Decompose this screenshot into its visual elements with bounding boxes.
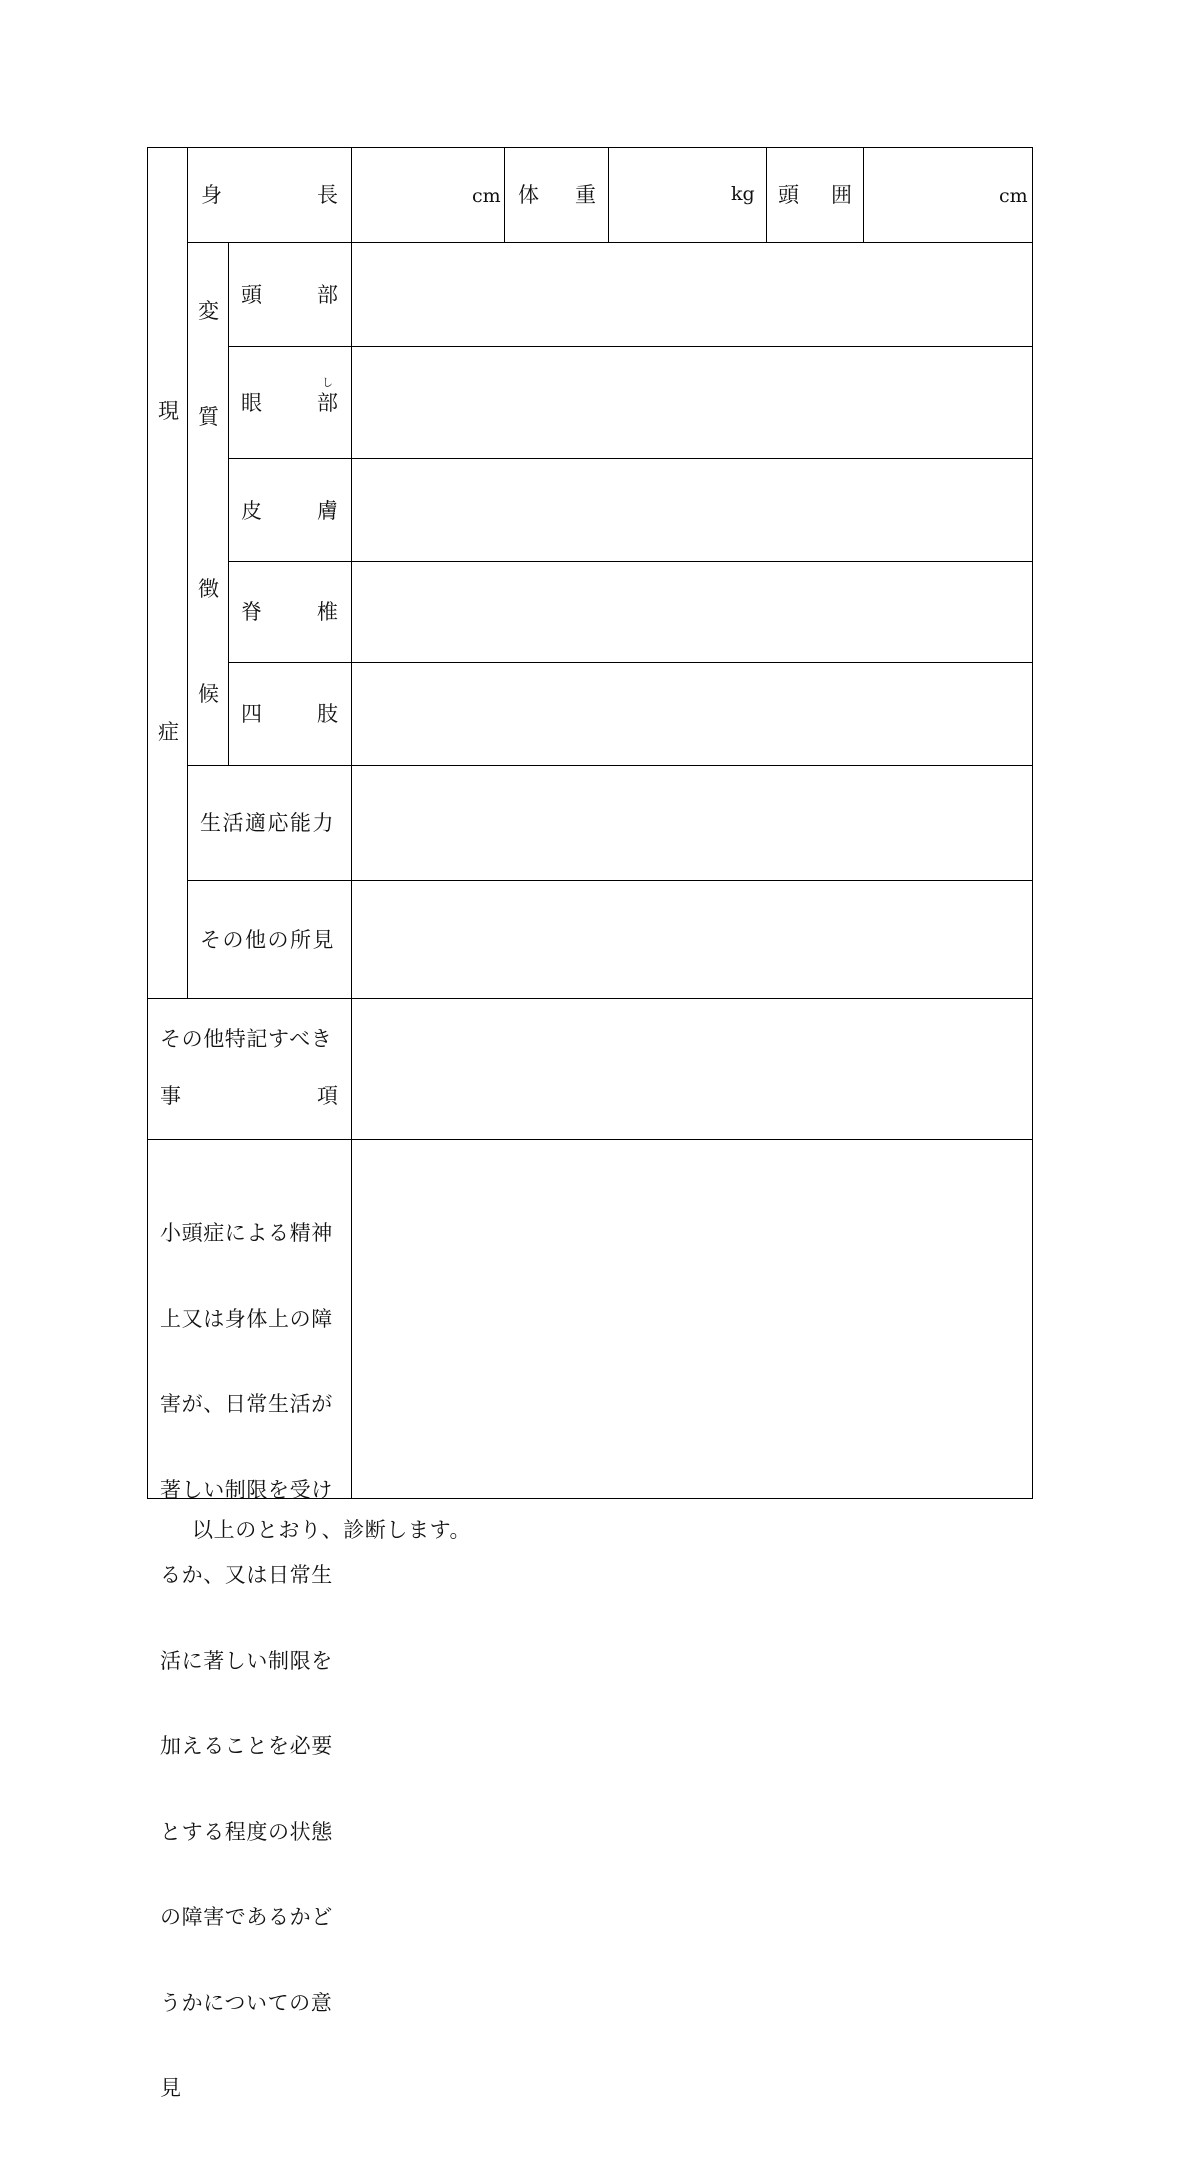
opinion-label-line: るか、又は日常生 xyxy=(160,1563,333,1587)
weight-unit: kg xyxy=(731,183,755,205)
deformity-heading-char-2: 質 xyxy=(198,405,219,429)
head-part-label-char-1: 頭 xyxy=(241,283,262,307)
head-circumference-label-char-1: 頭 xyxy=(778,183,799,207)
border-right xyxy=(1032,147,1033,1499)
height-label-char-2: 長 xyxy=(317,183,338,207)
spine-label-char-1: 脊 xyxy=(241,600,262,624)
opinion-label-line: 著しい制限を受け xyxy=(160,1477,333,1502)
eye-part-ruby: し xyxy=(322,376,333,389)
opinion-label xyxy=(160,1162,333,2160)
symptoms-heading-char-1: 現 xyxy=(158,399,179,423)
weight-label-char-1: 体 xyxy=(518,183,539,207)
rule-deformity-inner xyxy=(228,242,229,766)
opinion-label-line: とする程度の状態 xyxy=(160,1819,333,1844)
rule-head-label-left xyxy=(766,147,767,243)
rule-symptoms-inner xyxy=(187,147,188,999)
opinion-label-line: 活に著しい制限を xyxy=(160,1648,333,1673)
head-part-field[interactable] xyxy=(352,243,1032,346)
skin-label-char-2: 膚 xyxy=(317,499,338,523)
special-notes-label-char-2: 項 xyxy=(317,1084,338,1108)
deformity-heading-char-1: 変 xyxy=(198,299,219,323)
closing-statement: 以上のとおり、診断します。 xyxy=(192,1518,472,1542)
height-unit: cm xyxy=(472,185,501,207)
special-notes-label-line-1: その他特記すべき xyxy=(160,1027,333,1051)
special-notes-label-char-1: 事 xyxy=(160,1084,181,1108)
head-part-label-char-2: 部 xyxy=(317,283,338,307)
limbs-field[interactable] xyxy=(352,663,1032,765)
spine-label-char-2: 椎 xyxy=(317,600,338,624)
opinion-label-line: 害が、日常生活が xyxy=(160,1392,333,1416)
deformity-heading-char-4: 候 xyxy=(198,682,219,706)
opinion-label-line: の障害であるかど xyxy=(160,1905,333,1929)
deformity-heading-char-3: 徴 xyxy=(198,577,219,601)
daily-living-label: 生活適応能力 xyxy=(200,811,335,835)
limbs-label-char-2: 肢 xyxy=(317,702,338,726)
eye-part-field[interactable] xyxy=(352,347,1032,458)
special-notes-field[interactable] xyxy=(352,999,1032,1139)
limbs-label-char-1: 四 xyxy=(241,702,262,726)
opinion-label-line: 上又は身体上の障 xyxy=(160,1306,333,1331)
head-circumference-label-char-2: 囲 xyxy=(831,183,852,207)
opinion-label-line: うかについての意 xyxy=(160,1990,333,2015)
daily-living-field[interactable] xyxy=(352,766,1032,880)
opinion-label-line: 加えることを必要 xyxy=(160,1734,333,1758)
opinion-label-line: 小頭症による精神 xyxy=(160,1221,333,1245)
other-findings-label: その他の所見 xyxy=(200,928,335,952)
opinion-field[interactable] xyxy=(352,1140,1032,1498)
rule-weight-label-left xyxy=(504,147,505,243)
border-left xyxy=(147,147,148,1499)
spine-field[interactable] xyxy=(352,562,1032,662)
height-label-char-1: 身 xyxy=(201,183,222,207)
skin-field[interactable] xyxy=(352,459,1032,561)
other-findings-field[interactable] xyxy=(352,881,1032,998)
eye-part-label-char-1: 眼 xyxy=(241,391,262,415)
skin-label-char-1: 皮 xyxy=(241,499,262,523)
weight-label-char-2: 重 xyxy=(575,183,596,207)
symptoms-heading-char-2: 症 xyxy=(158,720,179,744)
opinion-label-line: 見 xyxy=(160,2076,182,2100)
eye-part-label-char-2: 部 xyxy=(317,391,338,415)
head-circumference-unit: cm xyxy=(999,185,1028,207)
